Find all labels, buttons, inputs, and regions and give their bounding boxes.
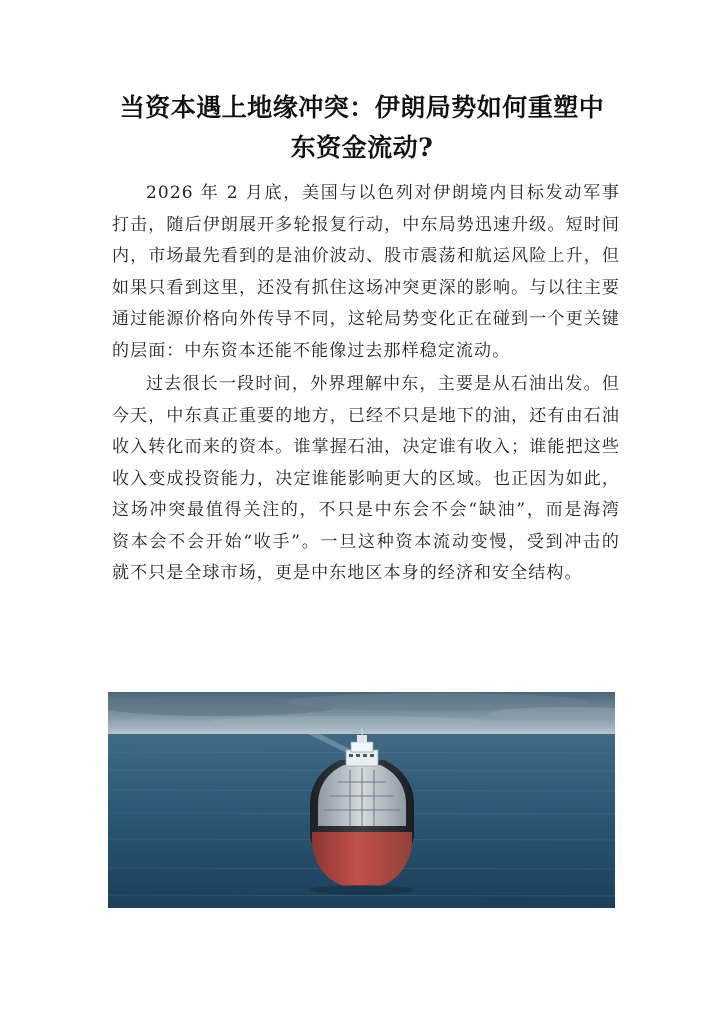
article-paragraph-1: 2026 年 2 月底，美国与以色列对伊朗境内目标发动军事打击，随后伊朗展开多轮报复行动，中东局势迅速升级。短时间内，市场最先看到的是油价波动、股市震荡和航运风险上升，但如果只看到这里，还没有抓住这场冲突更深的影响。与以往主要通过能源价格向外传导不同，这轮局势变化正在碰到一个更关键的层面：中东资本还能不能像过去那样稳定流动。 [112,183,620,361]
article-title-line-2: 东资金流动? [290,133,434,162]
article-body [112,178,620,590]
oil-tanker-photo [108,692,615,908]
article-title [100,88,624,168]
article-paragraph-2: 过去很长一段时间，外界理解中东，主要是从石油出发。但今天，中东真正重要的地方，已经不只是地下的油，还有由石油收入转化而来的资本。谁掌握石油，决定谁有收入；谁能把这些收入变成投资能力，决定谁能影响更大的区域。也正因为如此，这场冲突最值得关注的，不只是中东会不会“缺油”，而是海湾资本会不会开始“收手”。一旦这种资本流动变慢，受到冲击的就不只是全球市场，更是中东地区本身的经济和安全结构。 [112,374,620,583]
article-title-line-1: 当资本遇上地缘冲突：伊朗局势如何重塑中 [119,93,605,122]
